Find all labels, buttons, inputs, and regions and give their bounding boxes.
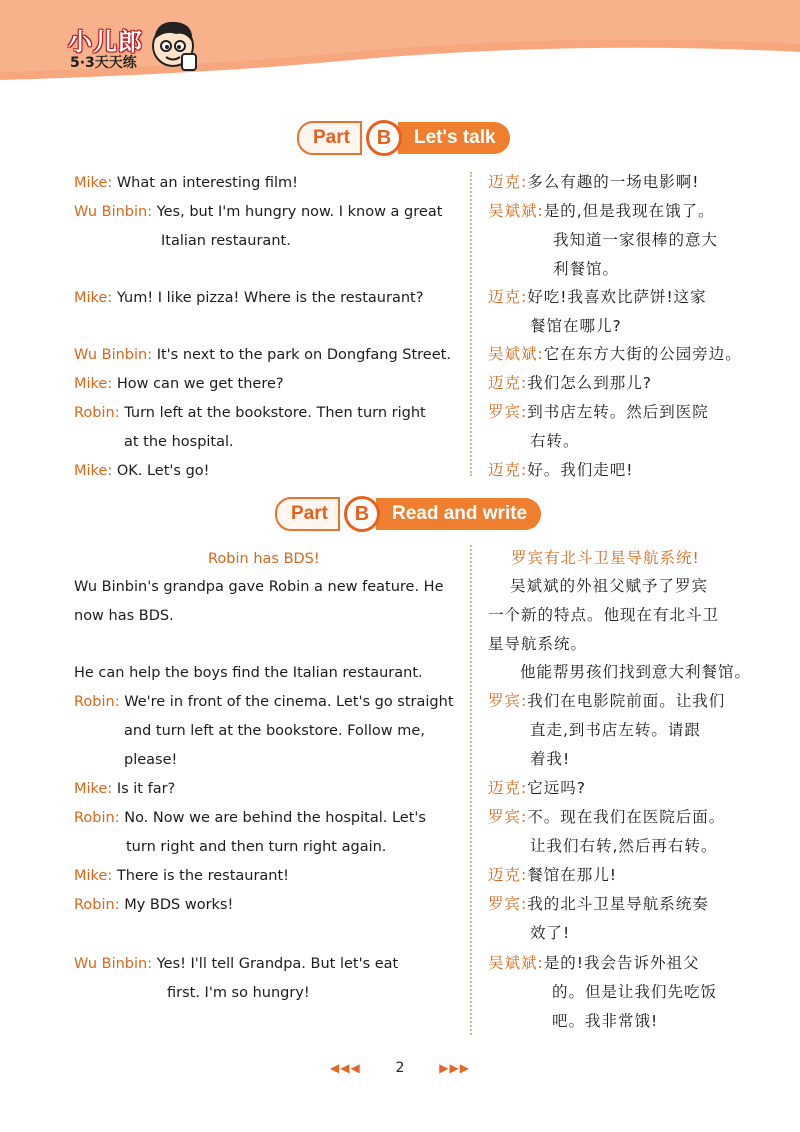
speaker-name: 迈克: (488, 374, 528, 392)
translation-continuation: 餐馆在哪儿? (530, 317, 622, 335)
story-title-translation: 罗宾有北斗卫星导航系统! (511, 549, 700, 567)
speaker-name: 罗宾: (488, 808, 528, 826)
dialogue-line (74, 954, 398, 974)
speaker-name: Robin: (74, 810, 120, 826)
speaker-name: 吴斌斌: (488, 202, 544, 220)
translation-line (488, 894, 709, 914)
dialogue-continuation: turn right and then turn right again. (126, 839, 387, 855)
dialogue-text: How can we get there? (116, 376, 284, 392)
dialogue-text: Yum! I like pizza! Where is the restaurant? (116, 290, 424, 306)
translation-text: 是的!我会告诉外祖父 (543, 954, 700, 972)
part-b-lets-talk-banner (297, 120, 510, 156)
speaker-name: Mike: (74, 781, 113, 797)
dialogue-text: What an interesting film! (116, 175, 298, 191)
dialogue-text: We're in front of the cinema. Let's go straight (124, 694, 454, 710)
translation-paragraph: 他能帮男孩们找到意大利餐馆。 (520, 663, 752, 681)
dialogue-text: Turn left at the bookstore. Then turn right (124, 405, 426, 421)
part-label: Part (297, 121, 362, 155)
dialogue-line (74, 374, 284, 394)
translation-text: 多么有趣的一场电影啊! (527, 173, 700, 191)
speaker-name: 迈克: (488, 461, 528, 479)
translation-continuation: 直走,到书店左转。请跟 (530, 721, 701, 739)
translation-text: 到书店左转。然后到医院 (527, 403, 709, 421)
dialogue-text: Yes, but I'm hungry now. I know a great (156, 204, 443, 220)
translation-line (488, 807, 725, 827)
dialogue-text: Yes! I'll tell Grandpa. But let's eat (156, 956, 399, 972)
translation-paragraph: 一个新的特点。他现在有北斗卫 (488, 606, 720, 624)
speaker-name: Mike: (74, 290, 113, 306)
dialogue-continuation: Italian restaurant. (161, 233, 291, 249)
story-paragraph: Wu Binbin's grandpa gave Robin a new feature. He (74, 579, 444, 595)
speaker-name: 罗宾: (488, 403, 528, 421)
translation-line (488, 402, 709, 422)
speaker-name: 罗宾: (488, 895, 528, 913)
translation-text: 好吃!我喜欢比萨饼!这家 (527, 288, 707, 306)
dialogue-text: Is it far? (116, 781, 176, 797)
speaker-name: Wu Binbin: (74, 347, 153, 363)
speaker-name: Mike: (74, 175, 113, 191)
dialogue-text: No. Now we are behind the hospital. Let's (124, 810, 426, 826)
dialogue-line (74, 173, 298, 193)
dialogue-line (74, 866, 289, 886)
translation-continuation: 吧。我非常饿! (552, 1012, 659, 1030)
translation-line (488, 953, 699, 973)
dialogue-line (74, 403, 426, 423)
previous-arrows-icon: ◀◀◀ (330, 1061, 361, 1075)
story-title: Robin has BDS! (208, 551, 320, 567)
part-letter: B (344, 496, 380, 532)
translation-line (488, 865, 617, 885)
speaker-name: 迈克: (488, 779, 528, 797)
translation-text: 它远吗? (527, 779, 586, 797)
column-divider (470, 545, 472, 1035)
speaker-name: Robin: (74, 897, 120, 913)
translation-text: 好。我们走吧! (527, 461, 634, 479)
story-paragraph: now has BDS. (74, 608, 174, 624)
dialogue-line (74, 461, 209, 481)
dialogue-line (74, 345, 451, 365)
dialogue-text: OK. Let's go! (116, 463, 210, 479)
translation-text: 它在东方大街的公园旁边。 (543, 345, 742, 363)
translation-text: 是的,但是我现在饿了。 (543, 202, 715, 220)
speaker-name: 迈克: (488, 288, 528, 306)
speaker-name: Mike: (74, 463, 113, 479)
dialogue-continuation: please! (124, 752, 178, 768)
speaker-name: Mike: (74, 376, 113, 392)
dialogue-line (74, 202, 442, 222)
translation-line (488, 287, 707, 307)
speaker-name: 迈克: (488, 173, 528, 191)
speaker-name: 吴斌斌: (488, 954, 544, 972)
dialogue-text: My BDS works! (124, 897, 234, 913)
dialogue-continuation: at the hospital. (124, 434, 234, 450)
speaker-name: Mike: (74, 868, 113, 884)
translation-paragraph: 星导航系统。 (488, 635, 588, 653)
translation-line (488, 778, 586, 798)
brand-subtitle: 5·3天天练 (70, 55, 137, 71)
translation-text: 餐馆在那儿! (527, 866, 617, 884)
dialogue-line (74, 808, 426, 828)
translation-continuation: 我知道一家很棒的意大 (553, 231, 719, 249)
translation-continuation: 利餐馆。 (553, 260, 620, 278)
dialogue-line (74, 895, 233, 915)
part-b-read-write-banner (275, 496, 541, 532)
translation-continuation: 效了! (530, 924, 571, 942)
dialogue-continuation: first. I'm so hungry! (167, 985, 310, 1001)
translation-continuation: 让我们右转,然后再右转。 (530, 837, 718, 855)
speaker-name: Wu Binbin: (74, 956, 153, 972)
section-title: Let's talk (398, 122, 510, 154)
speaker-name: Robin: (74, 405, 120, 421)
dialogue-line (74, 692, 454, 712)
translation-line (488, 460, 633, 480)
speaker-name: 吴斌斌: (488, 345, 544, 363)
translation-text: 不。现在我们在医院后面。 (527, 808, 726, 826)
dialogue-line (74, 779, 175, 799)
translation-text: 我们在电影院前面。让我们 (527, 692, 726, 710)
dialogue-continuation: and turn left at the bookstore. Follow me, (124, 723, 425, 739)
translation-paragraph: 吴斌斌的外祖父赋予了罗宾 (510, 577, 709, 595)
dialogue-text: There is the restaurant! (116, 868, 289, 884)
part-label: Part (275, 497, 340, 531)
section-title: Read and write (376, 498, 541, 530)
speaker-name: 迈克: (488, 866, 528, 884)
dialogue-text: It's next to the park on Dongfang Street. (156, 347, 451, 363)
translation-line (488, 344, 742, 364)
speaker-name: Wu Binbin: (74, 204, 153, 220)
translation-continuation: 着我! (530, 750, 571, 768)
translation-text: 我们怎么到那儿? (527, 374, 652, 392)
next-arrows-icon: ▶▶▶ (439, 1061, 470, 1075)
translation-line (488, 691, 725, 711)
page-footer (330, 1058, 470, 1078)
speaker-name: 罗宾: (488, 692, 528, 710)
translation-line (488, 201, 715, 221)
page-number: 2 (395, 1060, 405, 1076)
story-paragraph: He can help the boys find the Italian restaurant. (74, 665, 423, 681)
dialogue-line (74, 288, 423, 308)
translation-line (488, 172, 699, 192)
translation-text: 我的北斗卫星导航系统奏 (527, 895, 709, 913)
brand-logo: 小儿郎 (68, 28, 143, 56)
mascot-boy-icon (146, 14, 200, 74)
translation-line (488, 373, 652, 393)
translation-continuation: 右转。 (530, 432, 580, 450)
column-divider (470, 172, 472, 476)
part-letter: B (366, 120, 402, 156)
translation-continuation: 的。但是让我们先吃饭 (552, 983, 718, 1001)
speaker-name: Robin: (74, 694, 120, 710)
